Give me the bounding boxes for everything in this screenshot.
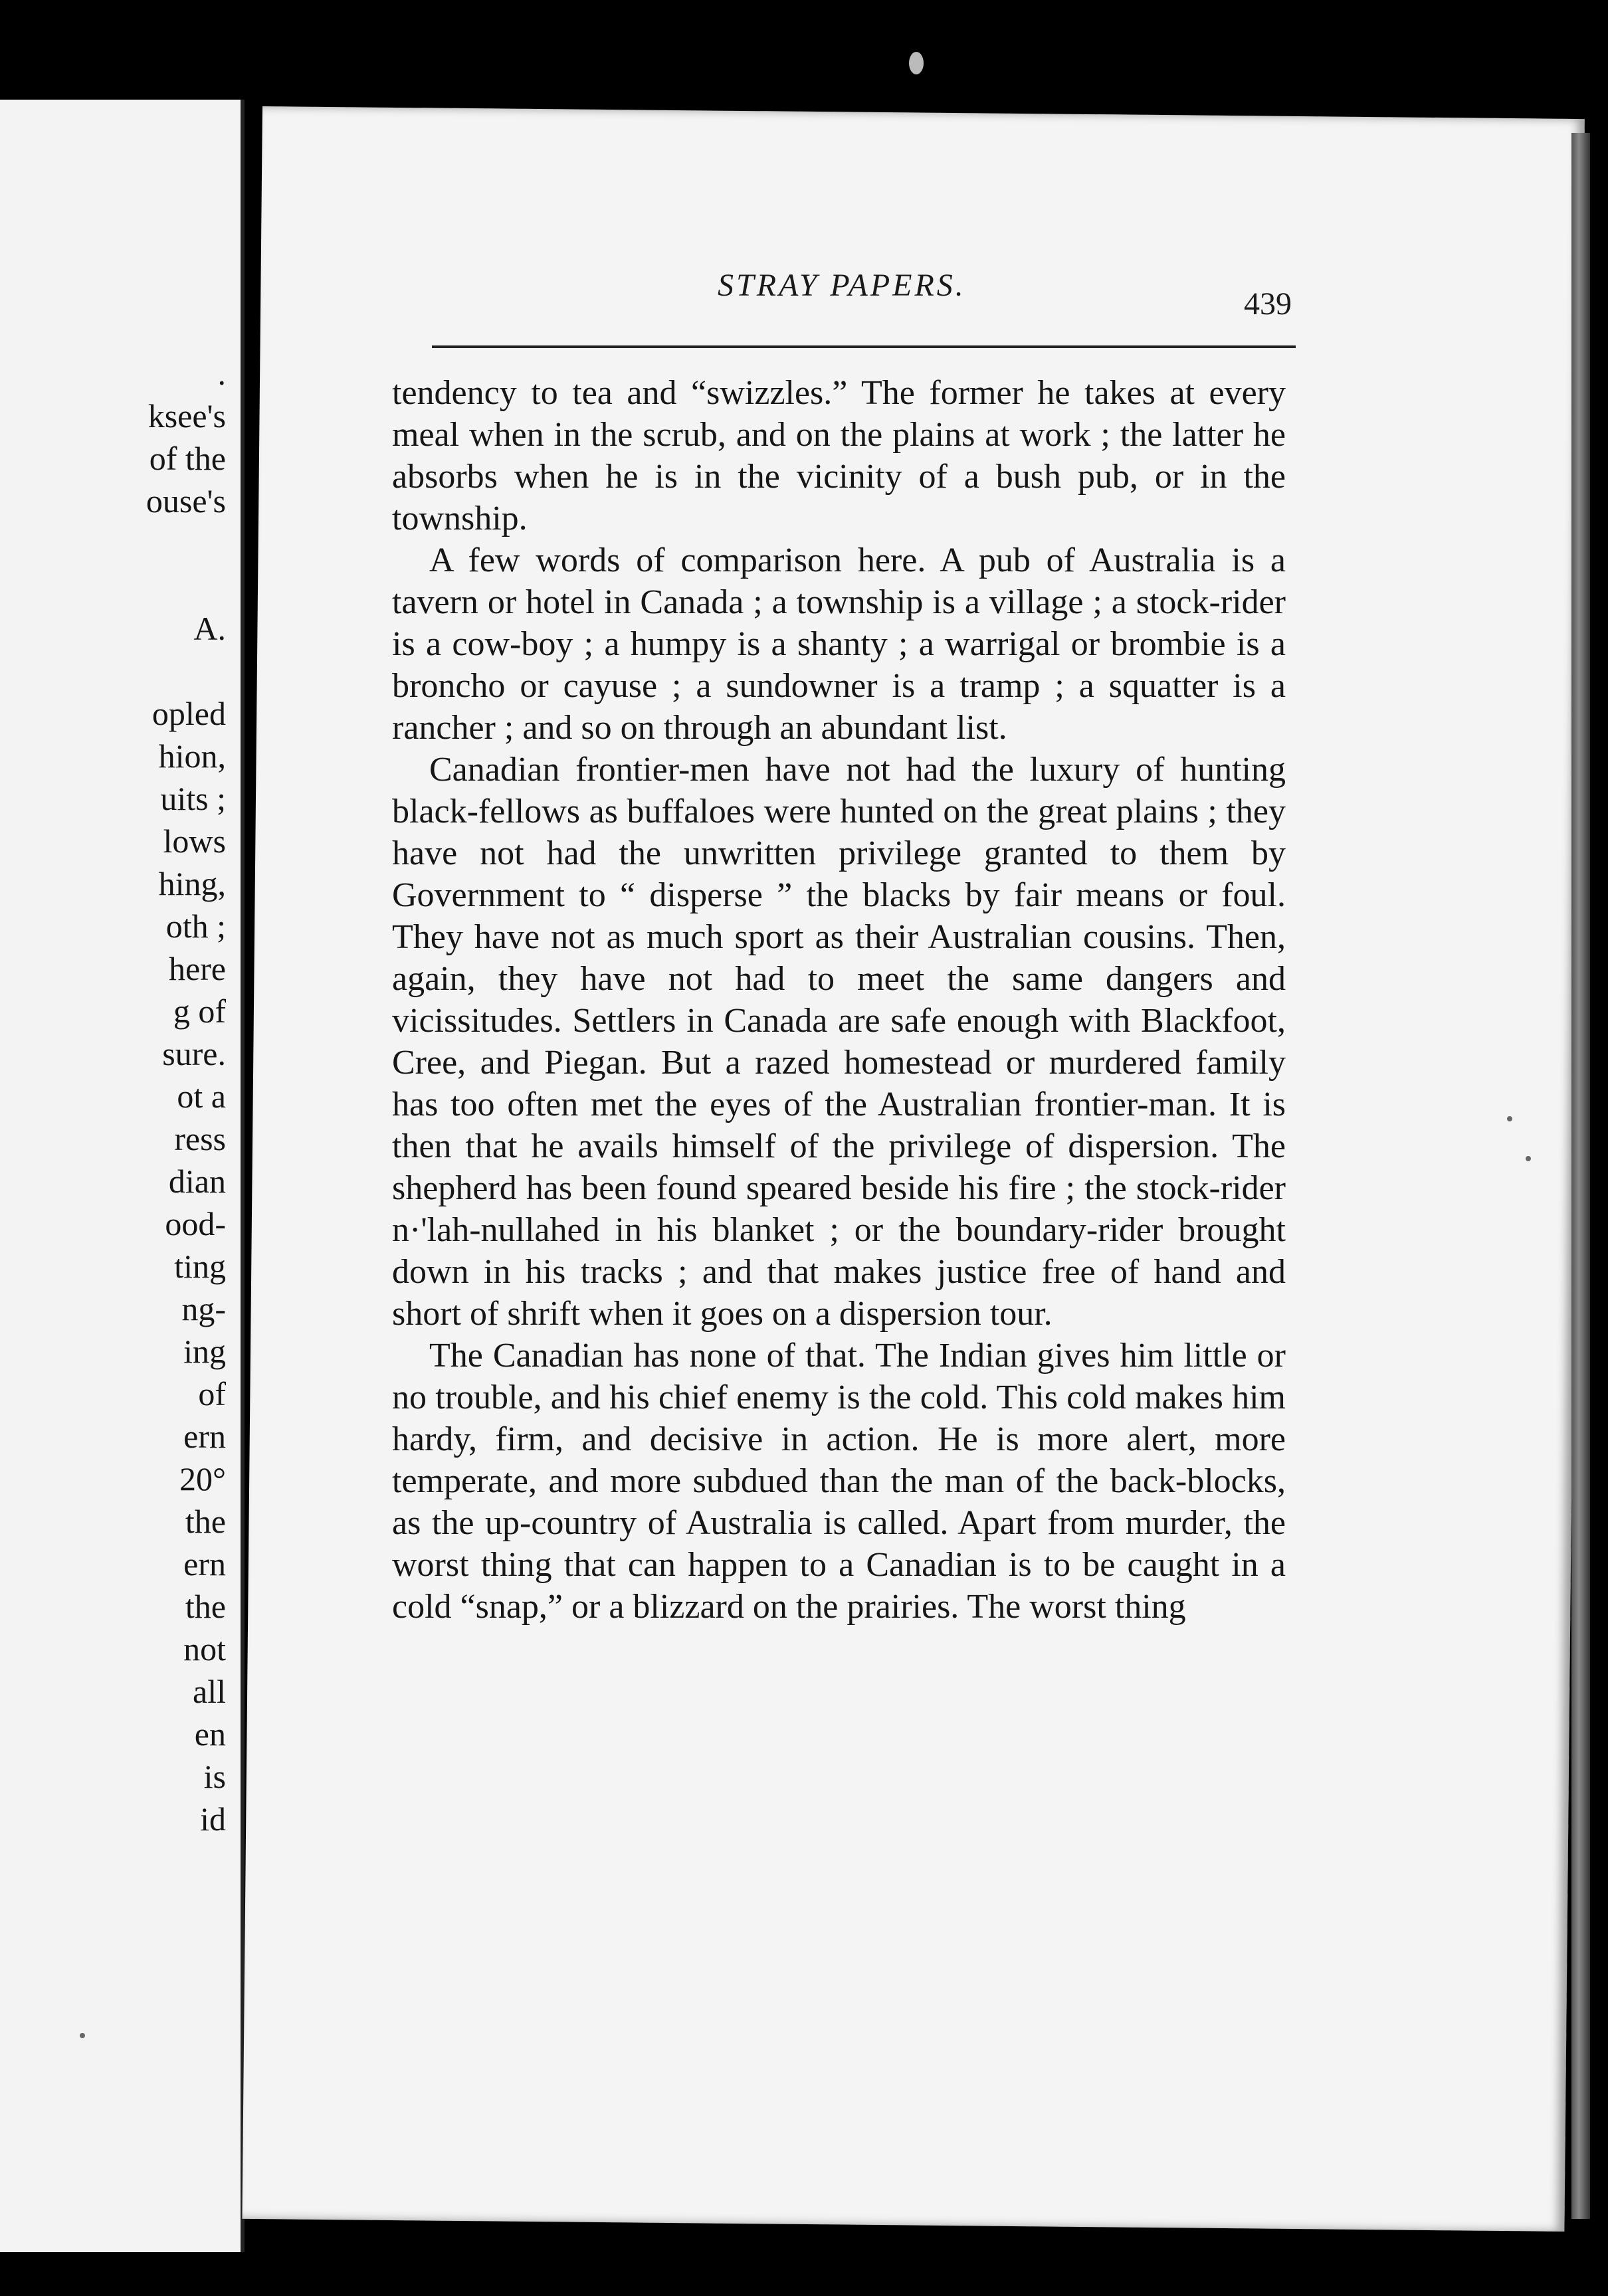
previous-page-line: opled: [151, 695, 226, 732]
previous-page-line: of: [198, 1375, 226, 1412]
previous-page-line: hing,: [158, 865, 226, 902]
previous-page-line: [0, 522, 226, 565]
previous-page-line: ot a: [177, 1078, 226, 1115]
previous-page-line: [0, 565, 226, 607]
paragraph: A few words of comparison here. A pub of Australia is a tavern or hotel in Canada ; a township is a village ; a stock-rider is a cow-boy ; a humpy is a shanty ; a warrigal or brombie is a broncho or cayuse ; a sundowner is a tramp ; a squatter is a rancher ; and so on through an abundant list.: [392, 541, 1286, 747]
previous-page-line: .: [217, 355, 226, 392]
previous-page-line: ress: [174, 1120, 226, 1157]
previous-page-line: ood-: [165, 1205, 226, 1242]
previous-page-line: en: [194, 1715, 226, 1753]
previous-page-line: of the: [149, 440, 226, 477]
previous-page-line: ting: [174, 1248, 226, 1285]
body-text: [392, 372, 1286, 1628]
previous-page-line: uits ;: [160, 780, 226, 817]
previous-page-line: is: [203, 1758, 226, 1795]
running-title: STRAY PAPERS.: [718, 268, 966, 303]
previous-page-line: the: [185, 1503, 226, 1540]
previous-page: [0, 100, 245, 2252]
previous-page-line: 20°: [179, 1460, 226, 1497]
previous-page-line: ern: [183, 1545, 226, 1582]
previous-page-line: id: [200, 1800, 226, 1838]
previous-page-line: here: [168, 950, 226, 987]
previous-page-line: dian: [168, 1163, 226, 1200]
paragraph: The Canadian has none of that. The Indian gives him little or no trouble, and his chief enemy is the cold. This cold makes him hardy, firm, and decisive in action. He is more alert, more temperate, and more subdued than the man of the back-blocks, as the up-country of Australia is called. Apart from murder, the worst thing that can happen to a Canadian is to be caught in a cold “snap,” or a blizzard on the prairies. The worst thing: [392, 1337, 1286, 1626]
previous-page-line: not: [183, 1630, 226, 1668]
previous-page-line: ouse's: [146, 482, 226, 520]
page-number: 439: [1244, 286, 1292, 322]
previous-page-line: oth ;: [165, 908, 226, 945]
paragraph: Canadian frontier-men have not had the luxury of hunting black-fellows as buffaloes were hunted on the great plains ; they have not had the unwritten privilege granted to them by Government to “ disperse ” the blacks by fair means or foul. They have not as much sport as their Australian cousins. Then, again, they have not had to meet the same dangers and vicissitudes. Settlers in Canada are safe enough with Blackfoot, Cree, and Piegan. But a razed homestead or murdered family has too often met the eyes of the Australian frontier-man. It is then that he avails himself of the privilege of dispersion. The shepherd has been found speared beside his fire ; the stock-rider n·'lah-nullahed in his blanket ; or the boundary-rider brought down in his tracks ; and that makes justice free of hand and short of shrift when it goes on a dispersion tour.: [392, 751, 1286, 1333]
previous-page-line: [0, 650, 226, 692]
previous-page-line: ng-: [181, 1290, 226, 1327]
page-edge: [1571, 133, 1590, 2219]
previous-page-line: ing: [183, 1333, 226, 1370]
previous-page-line: the: [185, 1588, 226, 1625]
previous-page-line: g of: [173, 993, 226, 1030]
previous-page-line: hion,: [158, 737, 226, 775]
header-rule: [432, 345, 1296, 348]
previous-page-line: A.: [193, 610, 226, 647]
previous-page-line: all: [193, 1673, 226, 1710]
previous-page-line: sure.: [162, 1035, 226, 1072]
previous-page-line: lows: [163, 822, 226, 860]
paragraph: tendency to tea and “swizzles.” The former he takes at every meal when in the scrub, and on the plains at work ; the latter he absorbs when he is in the vicinity of a bush pub, or in the township.: [392, 374, 1286, 537]
previous-page-line: ern: [183, 1418, 226, 1455]
previous-page-text-column: [0, 352, 226, 1840]
previous-page-line: ksee's: [148, 397, 226, 434]
